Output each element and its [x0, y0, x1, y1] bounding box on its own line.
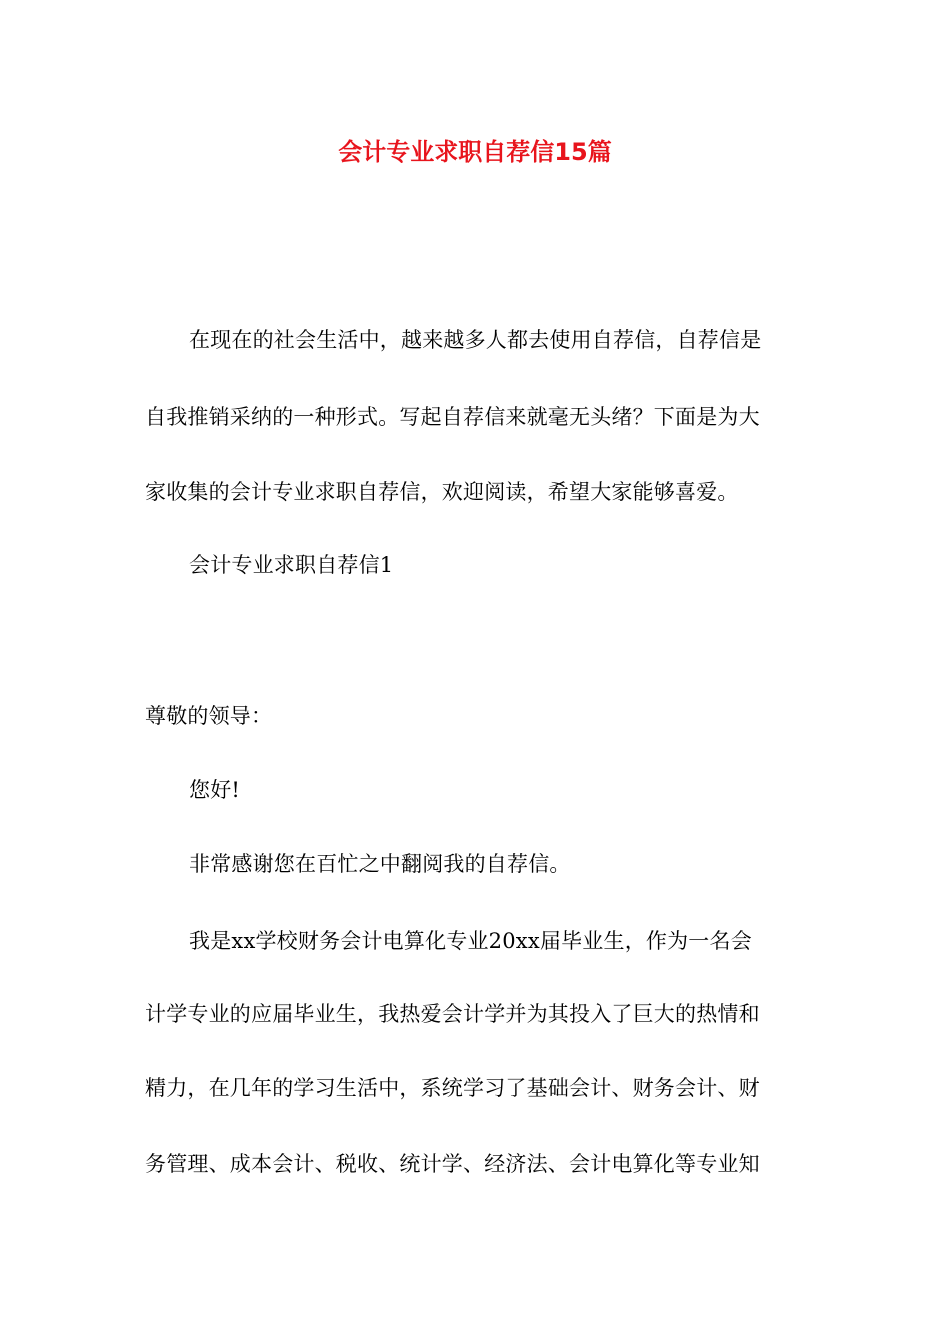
greeting: 您好!	[189, 778, 241, 802]
intro-line-2: 自我推销采纳的一种形式。写起自荐信来就毫无头绪？下面是为大	[145, 405, 760, 429]
thanks-line: 非常感谢您在百忙之中翻阅我的自荐信。	[189, 852, 571, 876]
body-line-2: 计学专业的应届毕业生，我热爱会计学并为其投入了巨大的热情和	[145, 1002, 760, 1026]
document-title: 会计专业求职自荐信15篇	[338, 138, 612, 166]
body-line-3: 精力，在几年的学习生活中，系统学习了基础会计、财务会计、财	[145, 1076, 760, 1100]
body-line-4: 务管理、成本会计、税收、统计学、经济法、会计电算化等专业知	[145, 1152, 760, 1176]
intro-line-1: 在现在的社会生活中，越来越多人都去使用自荐信，自荐信是	[189, 328, 762, 352]
body-line-1: 我是xx学校财务会计电算化专业20xx届毕业生，作为一名会	[189, 929, 752, 953]
section-heading: 会计专业求职自荐信1	[189, 553, 394, 577]
intro-line-3: 家收集的会计专业求职自荐信，欢迎阅读，希望大家能够喜爱。	[145, 480, 739, 504]
salutation: 尊敬的领导：	[145, 704, 273, 728]
